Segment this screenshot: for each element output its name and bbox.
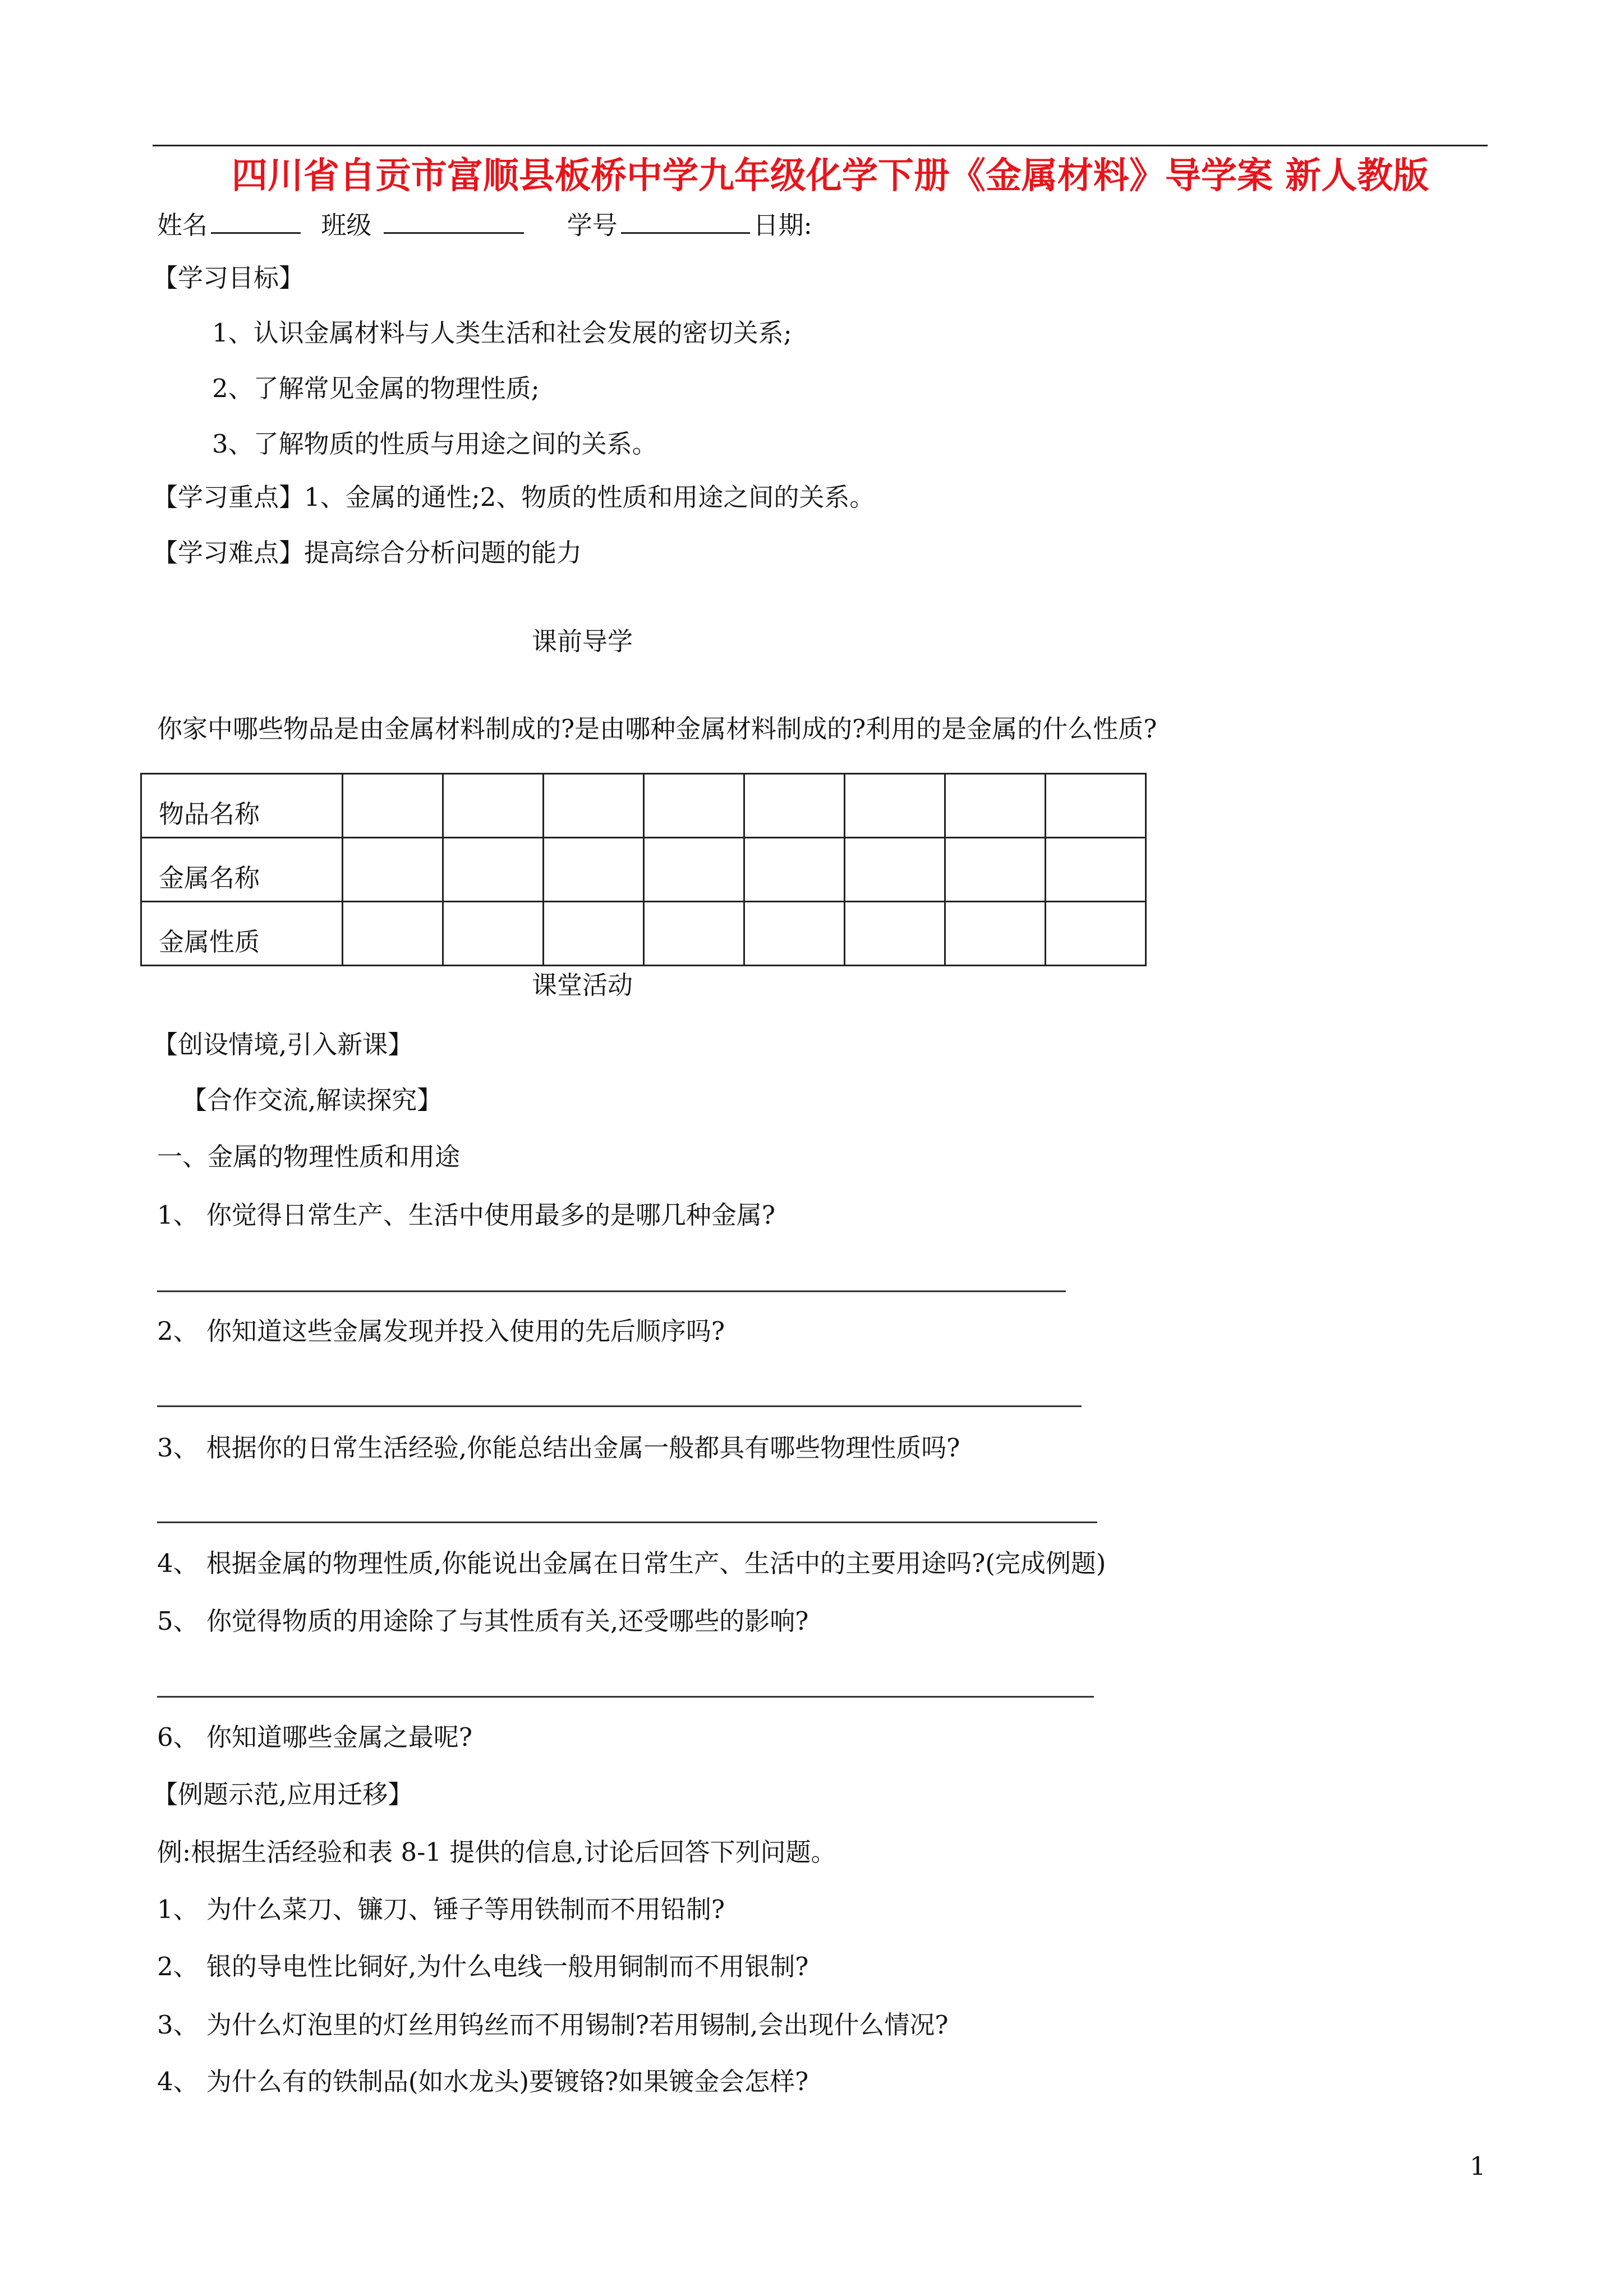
table-row (141, 774, 1146, 838)
scenario-heading: 【创设情境,引入新课】 (153, 1030, 413, 1059)
question-item: 1、 你觉得日常生产、生活中使用最多的是哪几种金属? (157, 1200, 776, 1230)
table-cell[interactable] (1046, 838, 1146, 902)
table-row (141, 902, 1146, 966)
table-cell[interactable] (343, 774, 443, 838)
table-cell[interactable] (343, 838, 443, 902)
table-cell[interactable] (443, 902, 544, 966)
row-header: 金属性质 (141, 902, 343, 966)
pre-class-heading: 课前导学 (532, 626, 633, 656)
table-cell[interactable] (644, 902, 744, 966)
example-item: 1、 为什么菜刀、镰刀、锤子等用铁制而不用铅制? (157, 1894, 725, 1924)
table-cell[interactable] (644, 774, 744, 838)
question-item: 4、 根据金属的物理性质,你能说出金属在日常生产、生活中的主要用途吗?(完成例题) (157, 1548, 1106, 1578)
table-cell[interactable] (544, 774, 644, 838)
table-cell[interactable] (544, 838, 644, 902)
table-cell[interactable] (1046, 774, 1146, 838)
name-blank[interactable] (211, 208, 301, 234)
number-label: 学号 (567, 210, 618, 240)
example-item: 3、 为什么灯泡里的灯丝用钨丝而不用锡制?若用锡制,会出现什么情况? (157, 2010, 949, 2040)
document-title: 四川省自贡市富顺县板桥中学九年级化学下册《金属材料》导学案 新人教版 (231, 155, 1429, 197)
table-cell[interactable] (744, 838, 845, 902)
table-cell[interactable] (644, 838, 744, 902)
question-item: 3、 根据你的日常生活经验,你能总结出金属一般都具有哪些物理性质吗? (157, 1433, 960, 1463)
objective-item: 2、了解常见金属的物理性质; (212, 374, 540, 403)
question-item: 2、 你知道这些金属发现并投入使用的先后顺序吗? (157, 1316, 725, 1346)
answer-line[interactable] (157, 1290, 1066, 1292)
key-points: 【学习重点】1、金属的通性;2、物质的性质和用途之间的关系。 (153, 482, 875, 512)
table-cell[interactable] (945, 902, 1046, 966)
table-cell[interactable] (945, 774, 1046, 838)
table-cell[interactable] (544, 902, 644, 966)
answer-line[interactable] (157, 1696, 1094, 1698)
table-cell[interactable] (443, 838, 544, 902)
table-cell[interactable] (845, 774, 945, 838)
difficulty: 【学习难点】提高综合分析问题的能力 (153, 538, 582, 568)
example-item: 2、 银的导电性比铜好,为什么电线一般用铜制而不用银制? (157, 1952, 809, 1981)
table-row (141, 838, 1146, 902)
row-header: 金属名称 (141, 838, 343, 902)
example-item: 4、 为什么有的铁制品(如水龙头)要镀铬?如果镀金会怎样? (157, 2067, 809, 2096)
objectives-heading: 【学习目标】 (153, 263, 305, 293)
table-cell[interactable] (845, 902, 945, 966)
answer-line[interactable] (157, 1405, 1082, 1407)
table-cell[interactable] (845, 838, 945, 902)
section-heading: 一、金属的物理性质和用途 (157, 1142, 461, 1172)
student-info-line (157, 208, 812, 242)
table-cell[interactable] (443, 774, 544, 838)
objective-item: 3、了解物质的性质与用途之间的关系。 (212, 429, 657, 459)
table-cell[interactable] (744, 774, 845, 838)
class-blank[interactable] (384, 208, 524, 234)
table-cell[interactable] (744, 902, 845, 966)
page-number: 1 (1470, 2151, 1486, 2181)
objective-item: 1、认识金属材料与人类生活和社会发展的密切关系; (212, 318, 792, 348)
table-cell[interactable] (1046, 902, 1146, 966)
class-label: 班级 (321, 210, 372, 240)
table-cell[interactable] (945, 838, 1046, 902)
question-item: 5、 你觉得物质的用途除了与其性质有关,还受哪些的影响? (157, 1606, 809, 1636)
date-label: 日期: (753, 210, 812, 240)
class-activity-heading: 课堂活动 (532, 970, 633, 1000)
table-cell[interactable] (343, 902, 443, 966)
cooperation-heading: 【合作交流,解读探究】 (182, 1085, 443, 1115)
example-heading: 【例题示范,应用迁移】 (153, 1779, 413, 1809)
items-table (140, 773, 1147, 966)
row-header: 物品名称 (141, 774, 343, 838)
number-blank[interactable] (621, 208, 750, 234)
pre-class-question: 你家中哪些物品是由金属材料制成的?是由哪种金属材料制成的?利用的是金属的什么性质? (157, 714, 1157, 744)
header-rule (153, 145, 1488, 146)
example-intro: 例:根据生活经验和表 8-1 提供的信息,讨论后回答下列问题。 (157, 1837, 836, 1867)
question-item: 6、 你知道哪些金属之最呢? (157, 1722, 473, 1752)
name-label: 姓名 (157, 210, 208, 240)
answer-line[interactable] (157, 1522, 1097, 1523)
